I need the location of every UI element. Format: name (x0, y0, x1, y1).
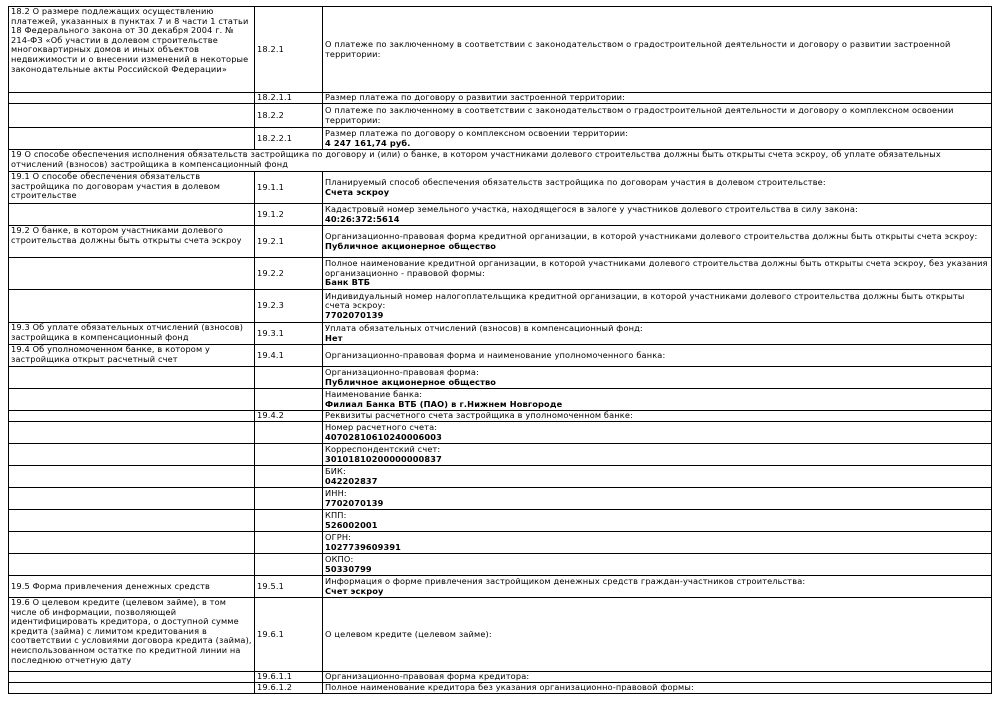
item-code: 19.6.1.1 (255, 672, 323, 683)
item-label: О целевом кредите (целевом займе): (325, 628, 492, 639)
section-title: 19.1 О способе обеспечения обязательств застройщика по договорам участия в долевом строительстве (9, 172, 255, 204)
section-title (9, 466, 255, 488)
section-title (9, 204, 255, 226)
table-row (9, 150, 992, 172)
item-code: 19.6.1.2 (255, 683, 323, 694)
section-title (9, 411, 255, 422)
section-title: 19.3 Об уплате обязательных отчислений (взносов) застройщика в компенсационный фонд (9, 323, 255, 345)
item-content (323, 532, 992, 554)
section-title: 19.2 О банке, в котором участниками долевого строительства должны быть открыты счета эскроу (9, 226, 255, 258)
section-title (9, 672, 255, 683)
item-content (323, 576, 992, 598)
item-value: Публичное акционерное общество (325, 240, 497, 251)
item-content (323, 93, 992, 104)
table-row (9, 444, 992, 466)
section-title (9, 532, 255, 554)
item-code (255, 466, 323, 488)
item-code (255, 422, 323, 444)
item-label: Корреспондентский счет: (325, 443, 441, 454)
item-content (323, 7, 992, 93)
item-label: О платеже по заключенному в соответствии с законодательством о градостроительной деятельности и договору о развитии застроенной территории: (325, 38, 951, 59)
item-value: 50330799 (325, 563, 372, 574)
item-code (255, 532, 323, 554)
item-content (323, 598, 992, 672)
section-title (9, 422, 255, 444)
item-code: 19.2.2 (255, 258, 323, 290)
item-label: Индивидуальный номер налогоплательщика кредитной организации, в которой участниками долевого строительства должны быть открыты счета эскроу: (325, 290, 965, 311)
table-row (9, 532, 992, 554)
table-row (9, 672, 992, 683)
item-code: 19.2.3 (255, 290, 323, 323)
item-code (255, 367, 323, 389)
item-content (323, 389, 992, 411)
item-code: 19.3.1 (255, 323, 323, 345)
item-code (255, 389, 323, 411)
table-row (9, 104, 992, 128)
section-title (9, 488, 255, 510)
item-code: 18.2.1.1 (255, 93, 323, 104)
table-row (9, 93, 992, 104)
item-label: ОКПО: (325, 553, 354, 564)
table-row (9, 466, 992, 488)
item-label: Размер платежа по договору о развитии застроенной территории: (325, 92, 626, 103)
table-row (9, 683, 992, 694)
item-content (323, 345, 992, 367)
item-value: 042202837 (325, 475, 378, 486)
item-label: О платеже по заключенному в соответствии с законодательством о градостроительной деятельности и договору о комплексном освоении территории: (325, 104, 954, 125)
section-title (9, 389, 255, 411)
section-title (9, 290, 255, 323)
item-content (323, 204, 992, 226)
table-row (9, 226, 992, 258)
table-row (9, 576, 992, 598)
table-row (9, 204, 992, 226)
item-value: 40702810610240006003 (325, 431, 442, 442)
item-label: Планируемый способ обеспечения обязательств застройщика по договорам участия в долевом строительстве: (325, 176, 826, 187)
table-row (9, 290, 992, 323)
item-content (323, 422, 992, 444)
section-title (9, 510, 255, 532)
item-label: Организационно-правовая форма кредитной организации, в которой участниками долевого строительства должны быть открыты счета эскроу: (325, 230, 978, 241)
table-row (9, 422, 992, 444)
table-row (9, 598, 992, 672)
section-header: 19 О способе обеспечения исполнения обязательств застройщика по договору и (или) о банке, в котором участниками долевого строительства должны быть открыты счета эскроу, об уплате обязательных отчислений (взносов) застройщика в компенсационный фонд (9, 150, 992, 172)
item-content (323, 510, 992, 532)
item-code: 19.4.1 (255, 345, 323, 367)
item-code (255, 510, 323, 532)
item-label: Уплата обязательных отчислений (взносов) в компенсационный фонд: (325, 322, 643, 333)
item-value: 40:26:372:5614 (325, 213, 400, 224)
section-title: 19.5 Форма привлечения денежных средств (9, 576, 255, 598)
item-code: 18.2.2 (255, 104, 323, 128)
section-title (9, 128, 255, 150)
item-code (255, 554, 323, 576)
table-row (9, 510, 992, 532)
item-value: 1027739609391 (325, 541, 402, 552)
item-value: Публичное акционерное общество (325, 376, 497, 387)
item-label: Полное наименование кредитора без указания организационно-правовой формы: (325, 682, 694, 693)
section-title (9, 444, 255, 466)
item-code: 19.6.1 (255, 598, 323, 672)
item-value: Счета эскроу (325, 186, 390, 197)
table-row (9, 258, 992, 290)
item-value: 7702070139 (325, 309, 384, 320)
item-content (323, 128, 992, 150)
section-title (9, 683, 255, 694)
item-label: БИК: (325, 465, 346, 476)
item-content (323, 411, 992, 422)
item-code: 19.2.1 (255, 226, 323, 258)
section-title (9, 367, 255, 389)
item-label: Организационно-правовая форма: (325, 366, 480, 377)
section-title: 19.4 Об уполномоченном банке, в котором у застройщика открыт расчетный счет (9, 345, 255, 367)
item-label: Номер расчетного счета: (325, 421, 438, 432)
item-label: КПП: (325, 509, 347, 520)
item-content (323, 672, 992, 683)
table-row (9, 389, 992, 411)
item-code (255, 488, 323, 510)
item-value: Нет (325, 332, 343, 343)
section-title (9, 554, 255, 576)
declaration-table (8, 6, 992, 694)
item-content (323, 226, 992, 258)
table-row (9, 323, 992, 345)
item-content (323, 367, 992, 389)
item-label: Наименование банка: (325, 388, 423, 399)
table-row (9, 488, 992, 510)
item-code: 19.1.1 (255, 172, 323, 204)
item-label: Организационно-правовая форма и наименование уполномоченного банка: (325, 349, 666, 360)
item-content (323, 444, 992, 466)
item-content (323, 323, 992, 345)
section-title: 19.6 О целевом кредите (целевом займе), в том числе об информации, позволяющей идентифицировать кредитора, о доступной сумме кредита (займа) с лимитом кредитования в соответствии с условиями договора кредита (займа), неиспользованном остатке по кредитной линии на последнюю отчетную дату (9, 598, 255, 672)
table-row (9, 367, 992, 389)
item-code (255, 444, 323, 466)
item-code: 18.2.2.1 (255, 128, 323, 150)
item-code: 19.5.1 (255, 576, 323, 598)
item-label: Реквизиты расчетного счета застройщика в уполномоченном банке: (325, 410, 633, 421)
table-row (9, 172, 992, 204)
item-code: 18.2.1 (255, 7, 323, 93)
item-content (323, 258, 992, 290)
declaration-document (8, 6, 992, 694)
table-row (9, 554, 992, 576)
item-code: 19.1.2 (255, 204, 323, 226)
table-row (9, 345, 992, 367)
item-label: Кадастровый номер земельного участка, находящегося в залоге у участников долевого строительства в силу закона: (325, 203, 858, 214)
section-title: 18.2 О размере подлежащих осуществлению платежей, указанных в пунктах 7 и 8 части 1 статьи 18 Федерального закона от 30 декабря 2004 г. № 214-ФЗ «Об участии в долевом строительстве многоквартирных домов и иных объектов недвижимости и о внесении изменений в некоторые законодательные акты Российской Федерации» (9, 7, 255, 93)
item-value: 30101810200000000837 (325, 453, 442, 464)
item-label: Полное наименование кредитной организации, в которой участниками долевого строительства должны быть открыты счета эскроу, без указания организационно - правовой формы: (325, 258, 988, 278)
section-title (9, 258, 255, 290)
item-value: Счет эскроу (325, 585, 384, 596)
item-content (323, 172, 992, 204)
item-content (323, 290, 992, 323)
table-row (9, 128, 992, 150)
item-label: Размер платежа по договору о комплексном освоении территории: (325, 127, 629, 138)
item-value: Филиал Банка ВТБ (ПАО) в г.Нижнем Новгороде (325, 398, 563, 409)
item-label: Организационно-правовая форма кредитора: (325, 671, 530, 682)
section-title (9, 93, 255, 104)
item-content (323, 554, 992, 576)
section-title (9, 104, 255, 128)
item-value: 4 247 161,74 руб. (325, 137, 411, 148)
item-code: 19.4.2 (255, 411, 323, 422)
item-value: 7702070139 (325, 497, 384, 508)
item-content (323, 104, 992, 128)
item-value: 526002001 (325, 519, 378, 530)
item-value: Банк ВТБ (325, 277, 371, 288)
item-label: ОГРН: (325, 531, 352, 542)
item-content (323, 683, 992, 694)
item-content (323, 488, 992, 510)
table-row (9, 7, 992, 93)
item-label: Информация о форме привлечения застройщиком денежных средств граждан-участников строительства: (325, 575, 806, 586)
item-label: ИНН: (325, 487, 347, 498)
item-content (323, 466, 992, 488)
table-row (9, 411, 992, 422)
